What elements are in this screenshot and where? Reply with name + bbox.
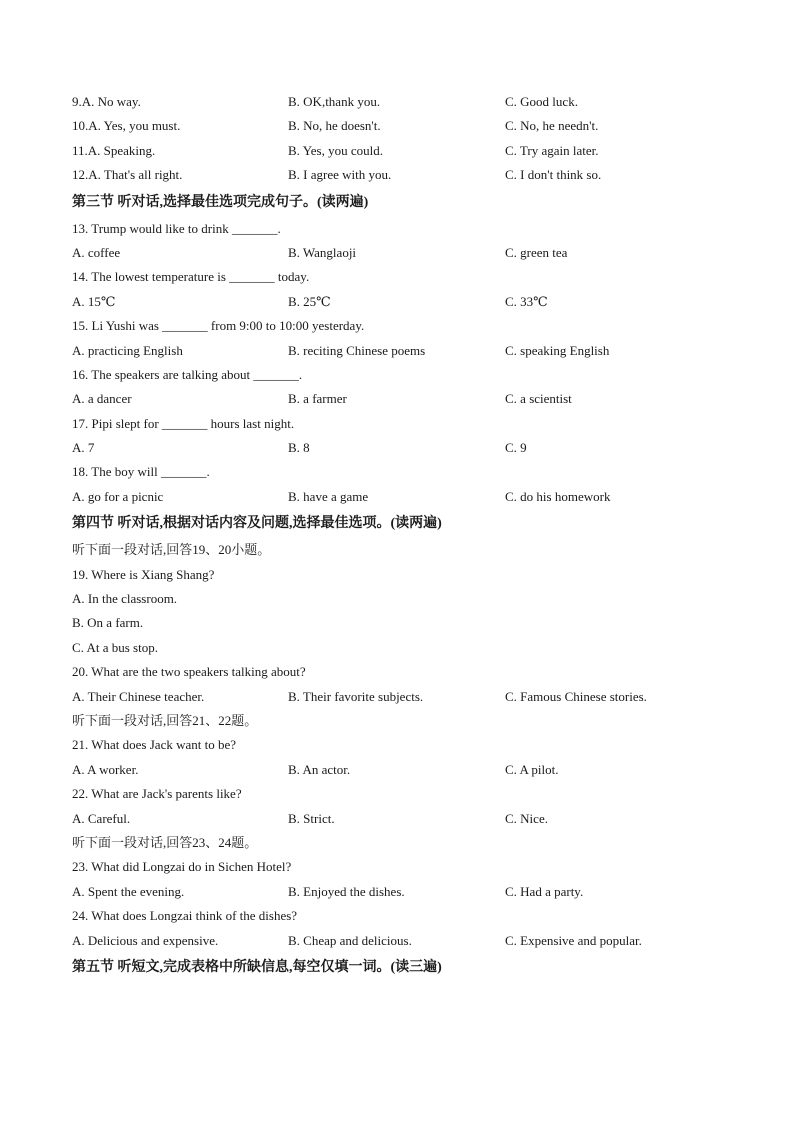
question-text: 21. What does Jack want to be? [72,737,237,753]
question-line [72,587,732,611]
option-row [72,339,732,363]
option-a: A. Careful. [72,810,131,826]
option-b: B. Cheap and delicious. [288,932,412,948]
option-c: C. Try again later. [505,142,599,158]
option-b: B. 8 [288,440,310,456]
option-a: A. Spent the evening. [72,883,185,899]
question-text: 听下面一段对话,回答19、20小题。 [72,542,271,558]
option-row [72,114,732,138]
question-line [72,611,732,635]
question-text: C. At a bus stop. [72,639,158,655]
question-text: 听下面一段对话,回答23、24题。 [72,834,258,850]
option-a: A. practicing English [72,342,183,358]
option-c: C. No, he needn't. [505,118,599,134]
option-c: C. Nice. [505,810,548,826]
option-b: B. OK,thank you. [288,94,381,109]
option-b: B. reciting Chinese poems [288,342,426,358]
section-heading-text: 第三节 听对话,选择最佳选项完成句子。(读两遍) [72,194,369,210]
question-line [72,831,732,855]
question-line [72,265,732,289]
section-heading-text: 第四节 听对话,根据对话内容及问题,选择最佳选项。(读两遍) [72,516,442,532]
question-line [72,563,732,587]
option-a: 10.A. Yes, you must. [72,118,181,134]
option-c: C. A pilot. [505,761,559,777]
option-row [72,758,732,782]
question-line [72,904,732,928]
question-line [72,363,732,387]
option-c: C. I don't think so. [505,167,602,183]
option-row [72,139,732,163]
option-b: B. An actor. [288,761,351,777]
option-a: A. Delicious and expensive. [72,932,219,948]
option-b: B. a farmer [288,391,347,407]
option-a: A. go for a picnic [72,488,164,504]
question-text: 听下面一段对话,回答21、22题。 [72,712,258,728]
section-heading [72,188,732,217]
section-heading-text: 第五节 听短文,完成表格中所缺信息,每空仅填一词。(读三遍) [72,959,442,975]
option-row [72,485,732,509]
question-text: 18. The boy will _______. [72,464,210,480]
section-heading [72,509,732,538]
option-row [72,436,732,460]
option-a: A. coffee [72,244,121,260]
question-text: 15. Li Yushi was _______ from 9:00 to 10:00 yesterday. [72,318,365,334]
question-text: 24. What does Longzai think of the dishes? [72,908,298,924]
option-b: B. 25℃ [288,293,331,309]
option-a: A. Their Chinese teacher. [72,688,205,704]
option-row [72,90,732,114]
option-c: C. Had a party. [505,883,584,899]
option-b: B. No, he doesn't. [288,118,381,134]
question-text: 22. What are Jack's parents like? [72,786,242,802]
option-c: C. 9 [505,440,527,456]
option-row [72,807,732,831]
option-c: C. speaking English [505,342,610,358]
option-c: C. green tea [505,244,568,260]
question-line [72,782,732,806]
option-b: B. Yes, you could. [288,142,383,158]
option-a: 11.A. Speaking. [72,142,156,158]
option-row [72,929,732,953]
option-b: B. Wanglaoji [288,244,357,260]
option-c: C. Good luck. [505,94,578,109]
question-text: 19. Where is Xiang Shang? [72,566,215,582]
section-heading [72,953,732,982]
question-line [72,538,732,562]
option-row [72,241,732,265]
option-a: 9.A. No way. [72,94,141,109]
question-text: 16. The speakers are talking about _______. [72,366,303,382]
option-b: B. have a game [288,488,369,504]
question-line [72,733,732,757]
question-line [72,314,732,338]
option-row [72,880,732,904]
option-c: C. Famous Chinese stories. [505,688,647,704]
question-text: A. In the classroom. [72,591,178,607]
question-line [72,855,732,879]
question-text: 23. What did Longzai do in Sichen Hotel? [72,859,292,875]
option-c: C. do his homework [505,488,611,504]
question-line [72,217,732,241]
question-line [72,709,732,733]
option-row [72,163,732,187]
option-c: C. 33℃ [505,293,548,309]
question-line [72,660,732,684]
option-b: B. Enjoyed the dishes. [288,883,405,899]
question-text: 13. Trump would like to drink _______. [72,220,281,236]
question-text: 20. What are the two speakers talking about? [72,664,306,680]
question-text: 14. The lowest temperature is _______ today. [72,269,310,285]
option-b: B. I agree with you. [288,167,392,183]
option-a: 12.A. That's all right. [72,167,183,183]
option-row [72,685,732,709]
question-line [72,460,732,484]
option-row [72,290,732,314]
option-a: A. a dancer [72,391,132,407]
option-b: B. Strict. [288,810,335,826]
option-a: A. 15℃ [72,293,116,309]
option-c: C. Expensive and popular. [505,932,642,948]
exam-page [72,90,732,982]
question-text: 17. Pipi slept for _______ hours last night. [72,415,295,431]
option-row [72,387,732,411]
option-c: C. a scientist [505,391,572,407]
question-text: B. On a farm. [72,615,144,631]
question-line [72,412,732,436]
question-line [72,636,732,660]
option-a: A. A worker. [72,761,139,777]
option-b: B. Their favorite subjects. [288,688,424,704]
option-a: A. 7 [72,440,95,456]
